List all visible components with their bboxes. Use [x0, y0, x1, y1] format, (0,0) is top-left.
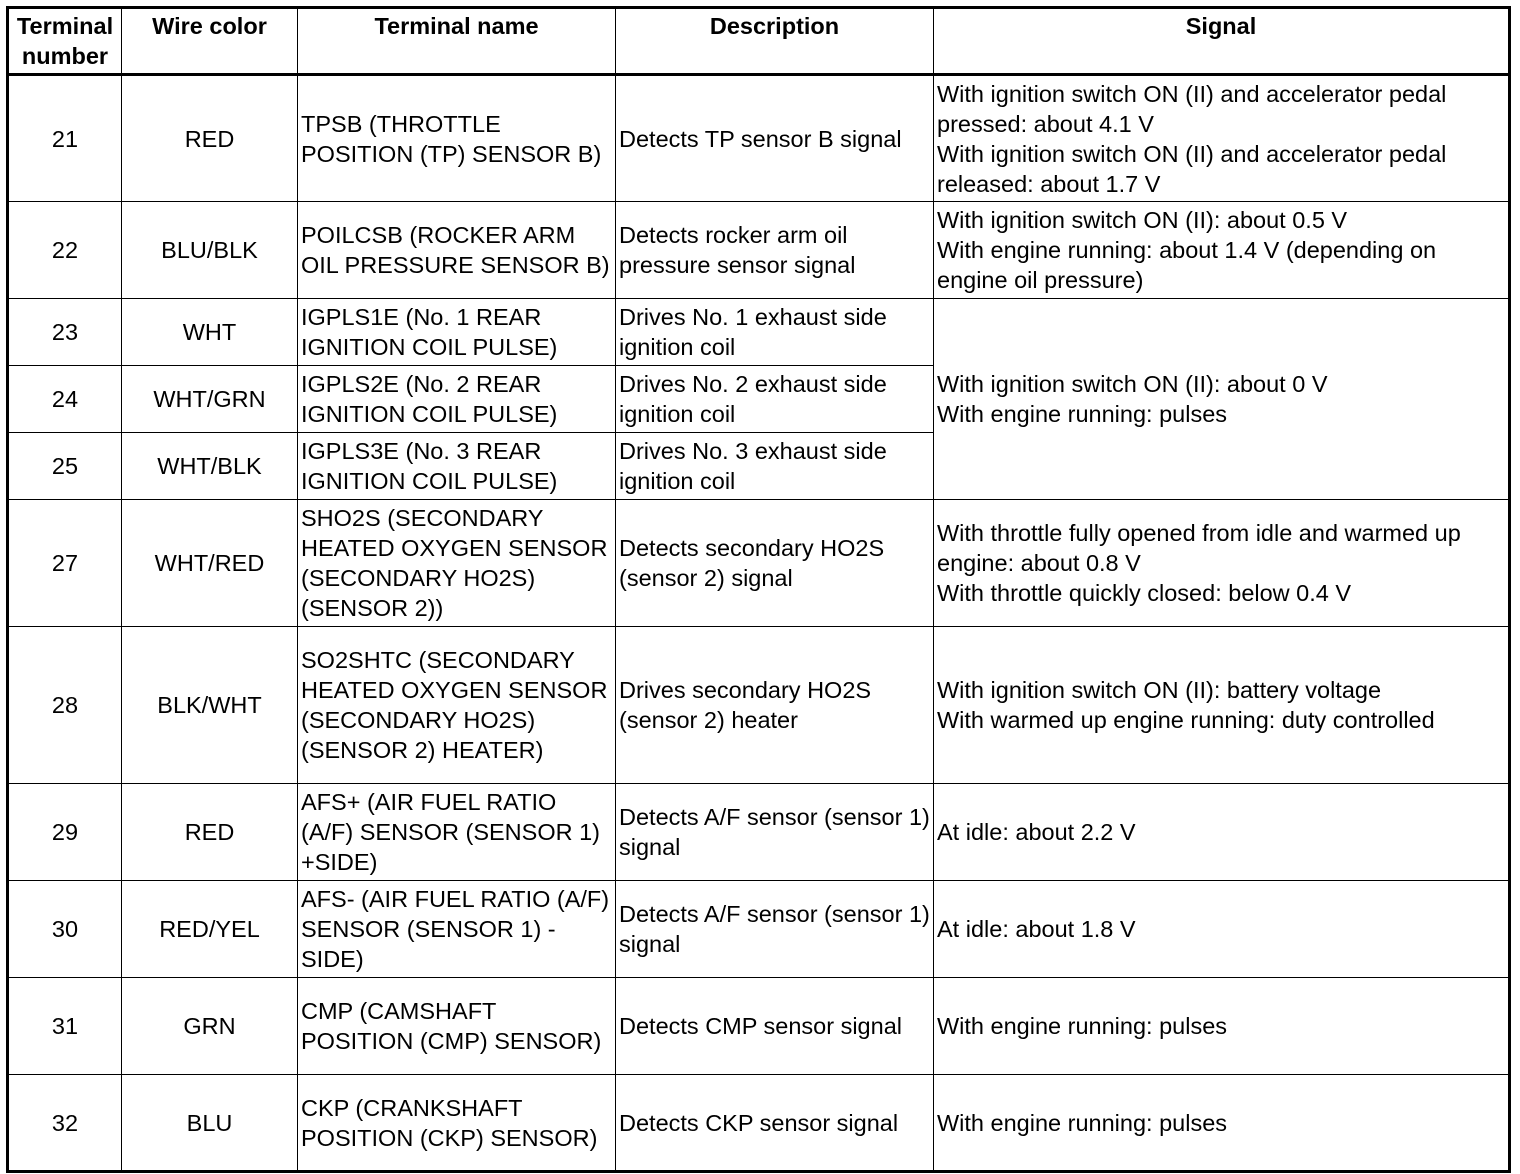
signal: [934, 299, 1510, 500]
signal: [934, 1075, 1510, 1172]
signal-line: With ignition switch ON (II) and accelerator pedal pressed: about 4.1 V: [937, 80, 1447, 137]
terminal-number: 31: [8, 978, 122, 1075]
signal: [934, 784, 1510, 881]
terminal-name: TPSB (THROTTLE POSITION (TP) SENSOR B): [298, 75, 616, 202]
description: Drives No. 2 exhaust side ignition coil: [616, 366, 934, 433]
terminal-number: 28: [8, 627, 122, 784]
description: Detects CKP sensor signal: [616, 1075, 934, 1172]
terminal-name: POILCSB (ROCKER ARM OIL PRESSURE SENSOR B): [298, 202, 616, 299]
description: Detects A/F sensor (sensor 1) signal: [616, 784, 934, 881]
terminal-name: IGPLS3E (No. 3 REAR IGNITION COIL PULSE): [298, 433, 616, 500]
header-terminal-number: Terminal number: [8, 8, 122, 75]
wire-color: GRN: [122, 978, 298, 1075]
header-terminal-name: Terminal name: [298, 8, 616, 75]
signal: [934, 202, 1510, 299]
terminal-name: CKP (CRANKSHAFT POSITION (CKP) SENSOR): [298, 1075, 616, 1172]
table-row: [8, 500, 1510, 627]
table-row: [8, 784, 1510, 881]
signal: [934, 881, 1510, 978]
signal: [934, 627, 1510, 784]
signal: [934, 978, 1510, 1075]
terminal-number: 29: [8, 784, 122, 881]
table-row: [8, 627, 1510, 784]
description: Detects A/F sensor (sensor 1) signal: [616, 881, 934, 978]
description: Detects TP sensor B signal: [616, 75, 934, 202]
wire-color: RED: [122, 784, 298, 881]
terminal-table: [6, 6, 1511, 1173]
description: Drives No. 1 exhaust side ignition coil: [616, 299, 934, 366]
signal-line: With throttle quickly closed: below 0.4 V: [937, 580, 1352, 606]
signal: [934, 75, 1510, 202]
signal-line: At idle: about 2.2 V: [937, 819, 1136, 845]
table-row: [8, 299, 1510, 366]
wire-color: BLU/BLK: [122, 202, 298, 299]
table-row: [8, 881, 1510, 978]
terminal-name: IGPLS2E (No. 2 REAR IGNITION COIL PULSE): [298, 366, 616, 433]
signal-line: With ignition switch ON (II): about 0.5 V: [937, 207, 1348, 233]
signal-line: With engine running: pulses: [937, 1109, 1228, 1136]
terminal-number: 25: [8, 433, 122, 500]
terminal-number: 21: [8, 75, 122, 202]
header-description: Description: [616, 8, 934, 75]
signal-line: With ignition switch ON (II): battery voltage: [937, 677, 1382, 703]
terminal-number: 22: [8, 202, 122, 299]
wire-color: RED/YEL: [122, 881, 298, 978]
signal-line: With engine running: about 1.4 V (depending on engine oil pressure): [937, 237, 1437, 293]
header-row: [8, 8, 1510, 75]
terminal-name: AFS- (AIR FUEL RATIO (A/F) SENSOR (SENSOR 1) -SIDE): [298, 881, 616, 978]
wire-color: BLK/WHT: [122, 627, 298, 784]
table-body: [8, 75, 1510, 1172]
description: Detects CMP sensor signal: [616, 978, 934, 1075]
terminal-number: 23: [8, 299, 122, 366]
signal-line: With warmed up engine running: duty controlled: [937, 707, 1435, 733]
wire-color: WHT: [122, 299, 298, 366]
wire-color: RED: [122, 75, 298, 202]
signal: [934, 500, 1510, 627]
wire-color: WHT/GRN: [122, 366, 298, 433]
description: Detects secondary HO2S (sensor 2) signal: [616, 500, 934, 627]
terminal-number: 24: [8, 366, 122, 433]
signal-line: With engine running: pulses: [937, 401, 1228, 427]
header-signal: Signal: [934, 8, 1510, 75]
table-row: [8, 75, 1510, 202]
signal-line: With ignition switch ON (II): about 0 V: [937, 371, 1328, 397]
wire-color: WHT/RED: [122, 500, 298, 627]
description: Drives secondary HO2S (sensor 2) heater: [616, 627, 934, 784]
table-row: [8, 202, 1510, 299]
wire-color: BLU: [122, 1075, 298, 1172]
signal-line: With engine running: pulses: [937, 1013, 1228, 1039]
header-wire-color: Wire color: [122, 8, 298, 75]
description: Drives No. 3 exhaust side ignition coil: [616, 433, 934, 500]
table-row: [8, 978, 1510, 1075]
terminal-number: 30: [8, 881, 122, 978]
wire-color: WHT/BLK: [122, 433, 298, 500]
terminal-name: SO2SHTC (SECONDARY HEATED OXYGEN SENSOR (SECONDARY HO2S) (SENSOR 2) HEATER): [298, 627, 616, 784]
signal-line: With ignition switch ON (II) and accelerator pedal released: about 1.7 V: [937, 140, 1447, 197]
terminal-number: 27: [8, 500, 122, 627]
terminal-name: CMP (CAMSHAFT POSITION (CMP) SENSOR): [298, 978, 616, 1075]
terminal-number: 32: [8, 1075, 122, 1172]
terminal-name: AFS+ (AIR FUEL RATIO (A/F) SENSOR (SENSOR 1) +SIDE): [298, 784, 616, 881]
table-header: [8, 8, 1510, 75]
signal-line: With throttle fully opened from idle and warmed up engine: about 0.8 V: [937, 520, 1461, 576]
signal-line: At idle: about 1.8 V: [937, 916, 1136, 942]
description: Detects rocker arm oil pressure sensor signal: [616, 202, 934, 299]
terminal-name: SHO2S (SECONDARY HEATED OXYGEN SENSOR (SECONDARY HO2S) (SENSOR 2)): [298, 500, 616, 627]
terminal-name: IGPLS1E (No. 1 REAR IGNITION COIL PULSE): [298, 299, 616, 366]
table-row: [8, 1075, 1510, 1172]
